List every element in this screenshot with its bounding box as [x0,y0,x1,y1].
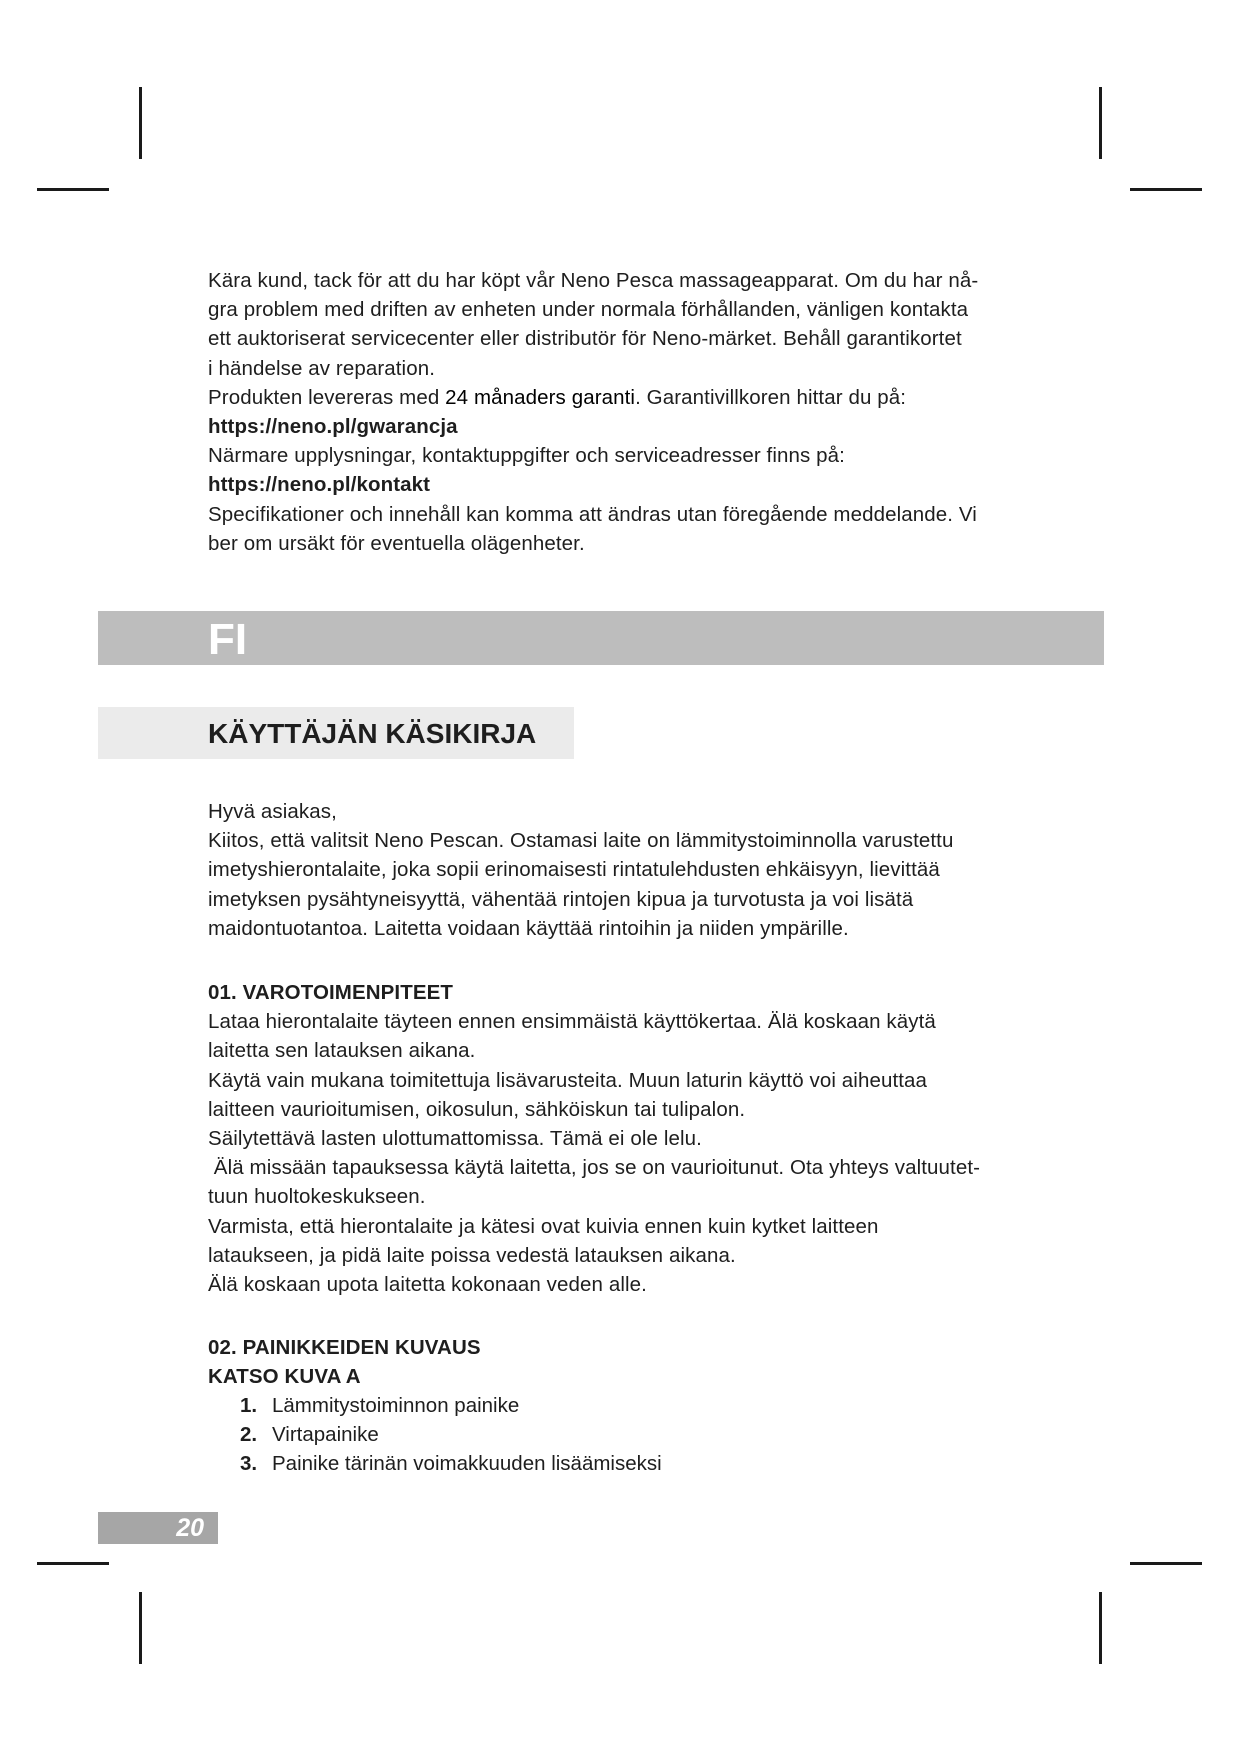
crop-mark-bottom-left-vertical [139,1592,142,1664]
precaution-line: Käytä vain mukana toimitettuja lisävarusteita. Muun laturin käyttö voi aiheuttaa [208,1068,928,1092]
precaution-line: Älä missään tapauksessa käytä laitetta, jos se on vaurioitunut. Ota yhteys valtuutet- [208,1156,981,1180]
section-heading: 02. PAINIKKEIDEN KUVAUS [208,1336,481,1359]
precaution-line: Lataa hierontalaite täyteen ennen ensimmäistä käyttökertaa. Älä koskaan käytä [208,1010,936,1034]
page-number: 20 [176,1514,204,1542]
list-item-label: Lämmitystoiminnon painike [272,1394,520,1417]
sv-intro-line: gra problem med driften av enheten under normala förhållanden, vänligen kontakta [208,298,969,322]
section-buttons [208,1333,481,1391]
precaution-line: Älä koskaan upota laitetta kokonaan veden alle. [208,1273,647,1297]
fi-intro-line: Kiitos, että valitsit Neno Pescan. Ostamasi laite on lämmitystoiminnolla varustettu [208,829,954,853]
fi-intro-line: imetyksen pysähtyneisyyttä, vähentää rintojen kipua ja turvotusta ja voi lisätä [208,887,914,911]
list-item-number: 2. [240,1423,258,1447]
fi-intro-line: imetyshierontalaite, joka sopii erinomaisesti rintatulehdusten ehkäisyyn, lievittää [208,858,940,882]
manual-title-bar [98,707,574,759]
section-heading: 01. VAROTOIMENPITEET [208,981,454,1004]
sv-intro-line: i händelse av reparation. [208,356,436,380]
list-item-label: Virtapainike [272,1423,379,1447]
precaution-line: Varmista, että hierontalaite ja kätesi ovat kuivia ennen kuin kytket laitteen [208,1214,879,1238]
page-number-box [98,1512,218,1544]
sv-intro-line: Kära kund, tack för att du har köpt vår Neno Pesca massageapparat. Om du har nå- [208,269,979,292]
manual-title: KÄYTTÄJÄN KÄSIKIRJA [208,718,537,749]
precaution-line: laitteen vaurioitumisen, oikosulun, sähköiskun tai tulipalon. [208,1097,746,1121]
warranty-line [208,383,978,412]
warranty-suffix: . Garantivillkoren hittar du på: [635,385,907,409]
crop-mark-top-left-horizontal [37,188,109,191]
precaution-line: laitetta sen latauksen aikana. [208,1039,476,1063]
crop-mark-top-left-vertical [139,87,142,159]
list-item-label: Painike tärinän voimakkuuden lisäämiseksi [272,1452,662,1476]
list-item [240,1449,662,1478]
sv-closing-line: ber om ursäkt för eventuella olägenheter. [208,531,585,555]
warranty-link[interactable]: https://neno.pl/gwarancja [208,415,458,439]
crop-mark-bottom-left-horizontal [37,1562,109,1565]
list-item [240,1420,662,1449]
list-item [240,1391,662,1420]
contact-text: Närmare upplysningar, kontaktuppgifter och serviceadresser finns på: [208,444,845,468]
warranty-highlight: 24 månaders garanti [445,385,636,409]
finnish-intro [208,797,953,943]
warranty-prefix: Produkten levereras med [208,385,440,409]
crop-mark-top-right-horizontal [1130,188,1202,191]
swedish-intro [208,266,978,558]
section-precautions [208,978,980,1299]
sv-closing-line: Specifikationer och innehåll kan komma att ändras utan föregående meddelande. Vi [208,502,977,526]
precaution-line: Säilytettävä lasten ulottumattomissa. Tämä ei ole lelu. [208,1127,702,1151]
crop-mark-top-right-vertical [1099,87,1102,159]
precaution-line: tuun huoltokeskukseen. [208,1185,426,1209]
section-subheading: KATSO KUVA A [208,1365,361,1389]
fi-intro-line: Hyvä asiakas, [208,800,337,823]
crop-mark-bottom-right-vertical [1099,1592,1102,1664]
language-code: FI [208,615,248,664]
button-list [240,1391,662,1479]
list-item-number: 3. [240,1452,258,1476]
fi-intro-line: maidontuotantoa. Laitetta voidaan käyttää rintoihin ja niiden ympärille. [208,916,849,940]
language-section-bar [98,611,1104,665]
contact-link[interactable]: https://neno.pl/kontakt [208,473,431,497]
crop-mark-bottom-right-horizontal [1130,1562,1202,1565]
sv-intro-line: ett auktoriserat servicecenter eller distributör för Neno-märket. Behåll garantikortet [208,327,962,351]
precaution-line: lataukseen, ja pidä laite poissa vedestä latauksen aikana. [208,1243,736,1267]
list-item-number: 1. [240,1394,258,1417]
